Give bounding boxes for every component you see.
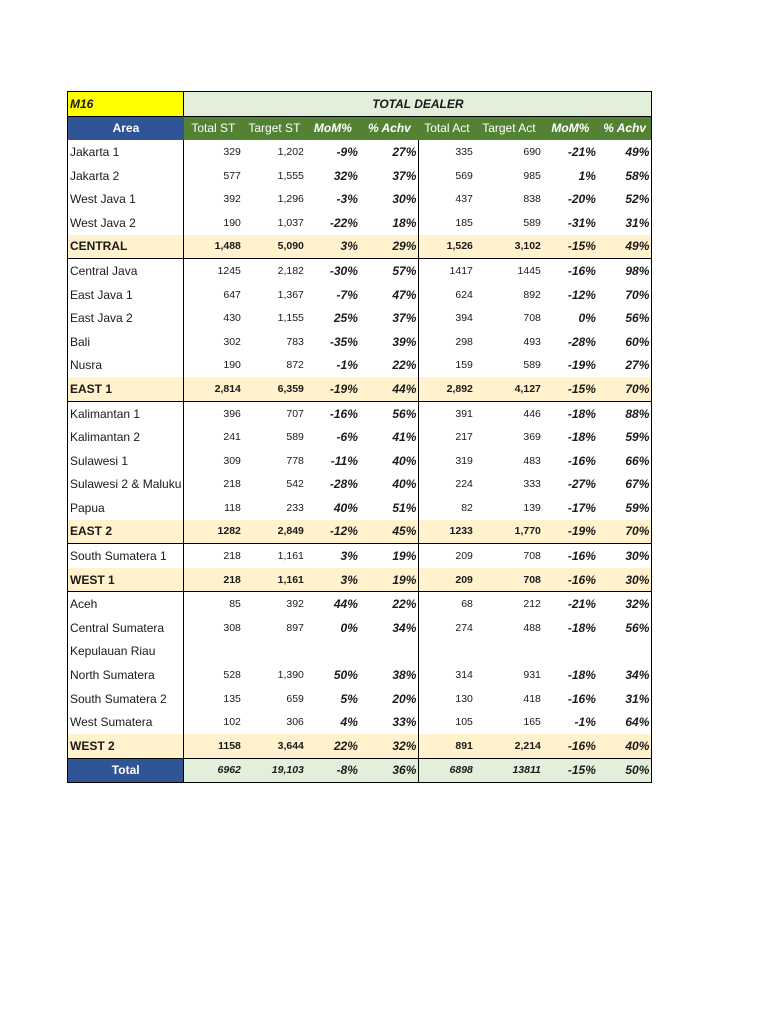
cell-target-st[interactable]: 233 [286,501,304,514]
cell-mom-st[interactable]: 3% [340,549,358,564]
cell-total-st[interactable]: 118 [224,501,241,514]
cell-target-st[interactable]: 306 [286,716,304,729]
cell-achv-st[interactable]: 37% [360,164,419,188]
cell-achv-act[interactable]: 32% [598,592,652,616]
cell-achv-st[interactable]: 22% [360,354,419,378]
cell-target-st[interactable]: 1,296 [277,193,304,206]
cell-achv-st[interactable]: 51% [360,496,419,520]
cell-target-st[interactable]: 542 [286,478,304,491]
cell-target-act[interactable]: 165 [523,716,541,729]
cell-total-st[interactable]: 218 [223,550,241,563]
cell-mom-act[interactable]: -15% [543,235,598,259]
cell-achv-act[interactable] [598,640,652,664]
cell-total-act[interactable]: 130 [455,692,473,705]
cell-total-act[interactable]: 1233 [419,520,475,544]
cell-area[interactable]: EAST 1 [68,377,184,401]
cell-mom-act[interactable]: -15% [543,377,598,401]
cell-total-st[interactable]: 135 [223,692,241,705]
cell-achv-st[interactable]: 22% [360,592,419,616]
cell-area[interactable]: Jakarta 1 [68,140,184,164]
cell-target-st[interactable]: 778 [286,454,304,467]
cell-achv-act[interactable]: 59% [598,496,652,520]
cell-mom-st[interactable]: -16% [329,406,358,421]
cell-achv-st[interactable]: 27% [360,140,419,164]
cell-mom-act[interactable]: -16% [567,263,596,278]
cell-target-st[interactable]: 1,161 [243,568,306,592]
cell-total-act[interactable]: 314 [455,669,473,682]
cell-achv-act[interactable]: 67% [598,473,652,497]
cell-total-st[interactable]: 396 [223,407,241,420]
cell-target-act[interactable]: 4,127 [475,377,543,401]
cell-mom-act[interactable]: -18% [567,620,596,635]
table-row [68,164,652,188]
cell-mom-st[interactable]: 44% [333,597,358,612]
cell-achv-st[interactable]: 20% [360,687,419,711]
cell-total-act[interactable]: 394 [455,312,473,325]
cell-total-act[interactable]: 82 [461,501,473,514]
table-row [68,330,652,354]
table-row [68,425,652,449]
cell-total-st[interactable]: 430 [223,312,241,325]
cell-area[interactable]: East Java 1 [68,283,184,307]
cell-area[interactable]: Papua [68,496,184,520]
cell-target-act[interactable]: 892 [523,288,541,301]
cell-area[interactable]: Bali [68,330,184,354]
cell-target-st[interactable]: 897 [286,621,304,634]
cell-mom-act[interactable]: 1% [578,168,596,183]
cell-mom-act[interactable]: -28% [567,334,596,349]
cell-target-act[interactable]: 212 [523,598,541,611]
cell-achv-act[interactable]: 34% [598,663,652,687]
cell-target-st[interactable]: 1,390 [277,669,304,682]
cell-area[interactable]: WEST 2 [68,734,184,758]
cell-area[interactable]: Sulawesi 2 & Maluku [68,473,184,497]
cell-mom-st[interactable] [306,640,360,664]
table-row [68,140,652,164]
cell-total-act[interactable]: 891 [419,734,475,758]
cell-area[interactable]: Jakarta 2 [68,164,184,188]
cell-achv-st[interactable]: 30% [360,187,419,211]
cell-target-st[interactable]: 1,161 [277,550,304,563]
cell-area[interactable]: WEST 1 [68,568,184,592]
cell-total-st[interactable]: 190 [223,216,241,229]
col-header-target-act[interactable]: Target Act [475,116,543,140]
grand-total-row [68,758,652,783]
cell-achv-act[interactable]: 50% [598,758,652,783]
cell-total-st[interactable]: 528 [223,669,241,682]
cell-total-act[interactable]: 437 [455,193,473,206]
cell-achv-act[interactable]: 40% [598,734,652,758]
cell-mom-st[interactable]: -9% [336,144,358,159]
cell-target-st[interactable]: 659 [286,692,304,705]
cell-total-st[interactable]: 309 [223,454,241,467]
cell-mom-st[interactable]: -11% [330,453,358,468]
col-header-target-st[interactable]: Target ST [243,116,306,140]
table-row [68,306,652,330]
cell-target-st[interactable]: 589 [286,431,304,444]
cell-mom-act[interactable]: -16% [543,568,598,592]
cell-mom-act[interactable]: -16% [543,734,598,758]
cell-target-act[interactable]: 931 [523,669,541,682]
cell-achv-st[interactable]: 38% [360,663,419,687]
cell-achv-st[interactable]: 57% [360,259,419,283]
subtotal-row [68,520,652,544]
cell-target-act[interactable]: 838 [523,193,541,206]
subtotal-row [68,235,652,259]
cell-total-act[interactable]: 298 [455,335,473,348]
dealer-report-table [67,91,652,783]
cell-achv-st[interactable]: 39% [360,330,419,354]
cell-achv-act[interactable]: 66% [598,449,652,473]
cell-achv-act[interactable]: 56% [598,616,652,640]
cell-target-act[interactable]: 493 [523,335,541,348]
table-row [68,449,652,473]
cell-total-act[interactable]: 624 [455,288,473,301]
cell-target-st[interactable]: 707 [286,407,304,420]
cell-target-st[interactable]: 19,103 [243,758,306,783]
cell-target-act[interactable]: 418 [523,692,541,705]
cell-total-act[interactable]: 159 [455,359,473,372]
cell-achv-act[interactable]: 59% [598,425,652,449]
cell-achv-act[interactable]: 58% [598,164,652,188]
cell-achv-st[interactable]: 45% [360,520,419,544]
cell-total-st[interactable]: 85 [229,598,241,611]
cell-target-act[interactable]: 13811 [475,758,543,783]
cell-achv-act[interactable]: 49% [598,235,652,259]
col-header-total-act[interactable]: Total Act [419,116,475,140]
cell-area[interactable]: CENTRAL [68,235,184,259]
cell-target-act[interactable]: 139 [523,501,541,514]
cell-achv-act[interactable]: 30% [598,568,652,592]
cell-achv-act[interactable]: 49% [598,140,652,164]
cell-achv-st[interactable]: 44% [360,377,419,401]
cell-area[interactable]: EAST 2 [68,520,184,544]
cell-area[interactable]: Sulawesi 1 [68,449,184,473]
cell-area[interactable]: Central Sumatera [68,616,184,640]
cell-mom-act[interactable]: -19% [543,520,598,544]
cell-mom-st[interactable]: 40% [333,500,358,515]
cell-mom-st[interactable]: 5% [340,691,358,706]
cell-area[interactable]: South Sumatera 1 [68,544,184,568]
cell-target-st[interactable]: 1,202 [277,145,304,158]
cell-target-act[interactable]: 1445 [517,264,541,277]
cell-total-st[interactable]: 302 [223,335,241,348]
cell-mom-st[interactable]: 3% [306,568,360,592]
cell-achv-act[interactable]: 27% [598,354,652,378]
cell-mom-st[interactable]: 4% [340,715,358,730]
cell-mom-act[interactable]: -12% [567,287,596,302]
cell-mom-act[interactable]: -18% [567,406,596,421]
cell-mom-st[interactable]: 3% [306,235,360,259]
cell-mom-act[interactable]: -18% [567,668,596,683]
table-row [68,496,652,520]
table-row [68,354,652,378]
cell-mom-st[interactable]: 50% [333,668,358,683]
cell-target-act[interactable]: 446 [523,407,541,420]
header-row [68,116,652,140]
cell-total-act[interactable]: 1417 [449,264,473,277]
sheet-label[interactable]: M16 [68,92,184,117]
table-row [68,616,652,640]
table-row [68,283,652,307]
cell-target-act[interactable]: 690 [523,145,541,158]
cell-target-st[interactable]: 1,367 [277,288,304,301]
cell-total-act[interactable]: 105 [455,716,473,729]
cell-target-st[interactable]: 2,182 [277,264,304,277]
cell-target-act[interactable]: 589 [523,359,541,372]
cell-area[interactable]: East Java 2 [68,306,184,330]
cell-total-act[interactable]: 224 [455,478,473,491]
cell-target-act[interactable]: 333 [523,478,541,491]
cell-mom-st[interactable]: 32% [333,168,358,183]
cell-achv-st[interactable]: 32% [360,734,419,758]
cell-achv-act[interactable]: 31% [598,211,652,235]
cell-mom-st[interactable]: 25% [333,311,358,326]
cell-total-act[interactable]: 209 [419,568,475,592]
cell-total-st[interactable]: 1282 [184,520,243,544]
cell-total-st[interactable]: 2,814 [184,377,243,401]
cell-total-st[interactable]: 308 [223,621,241,634]
cell-total-st[interactable]: 218 [184,568,243,592]
cell-total-act[interactable]: 1,526 [419,235,475,259]
cell-total-act[interactable]: 2,892 [419,377,475,401]
subtotal-row [68,568,652,592]
cell-target-act[interactable]: 708 [475,568,543,592]
cell-total-st[interactable]: 218 [223,478,241,491]
table-row [68,187,652,211]
cell-mom-act[interactable]: -31% [567,215,596,230]
cell-mom-act[interactable]: -15% [543,758,598,783]
col-header-achv-st[interactable]: % Achv [360,116,419,140]
cell-achv-st[interactable]: 47% [360,283,419,307]
cell-target-act[interactable]: 708 [523,312,541,325]
table-row [68,544,652,568]
cell-total-act[interactable]: 319 [455,454,473,467]
cell-mom-act[interactable]: -16% [567,453,596,468]
cell-total-act[interactable]: 391 [455,407,473,420]
cell-achv-act[interactable]: 52% [598,187,652,211]
cell-mom-st[interactable]: -28% [329,477,358,492]
cell-target-st[interactable]: 783 [286,335,304,348]
cell-target-st[interactable]: 5,090 [243,235,306,259]
cell-achv-st[interactable]: 40% [360,449,419,473]
cell-total-st[interactable]: 392 [223,193,241,206]
cell-mom-act[interactable]: -19% [567,358,596,373]
col-header-total-st[interactable]: Total ST [184,116,243,140]
cell-achv-st[interactable] [360,640,419,664]
cell-mom-st[interactable]: -22% [329,215,358,230]
cell-achv-act[interactable]: 70% [598,377,652,401]
cell-achv-act[interactable]: 98% [598,259,652,283]
cell-achv-act[interactable]: 31% [598,687,652,711]
table-row [68,663,652,687]
subtotal-row [68,377,652,401]
section-title[interactable]: TOTAL DEALER [184,92,652,117]
cell-total-st[interactable]: 329 [223,145,241,158]
cell-total-st[interactable]: 241 [223,431,241,444]
cell-total-st[interactable]: 1,488 [184,235,243,259]
table-row [68,473,652,497]
cell-target-st[interactable]: 1,155 [277,312,304,325]
cell-mom-st[interactable]: -30% [329,263,358,278]
cell-achv-st[interactable]: 18% [360,211,419,235]
cell-achv-act[interactable]: 64% [598,710,652,734]
col-header-achv-act[interactable]: % Achv [598,116,652,140]
cell-target-act[interactable]: 369 [523,431,541,444]
cell-achv-act[interactable]: 88% [598,401,652,425]
cell-target-st[interactable]: 2,849 [243,520,306,544]
title-row [68,92,652,117]
cell-area[interactable]: North Sumatera [68,663,184,687]
cell-achv-act[interactable]: 30% [598,544,652,568]
table-row [68,592,652,616]
cell-mom-act[interactable]: -21% [567,144,596,159]
cell-achv-act[interactable]: 56% [598,306,652,330]
cell-mom-st[interactable]: -1% [336,358,358,373]
cell-target-act[interactable]: 985 [523,169,541,182]
cell-area[interactable]: Aceh [68,592,184,616]
table-row [68,259,652,283]
cell-mom-st[interactable]: -7% [336,287,358,302]
table-row [68,687,652,711]
cell-achv-st[interactable]: 56% [360,401,419,425]
col-header-area[interactable]: Area [68,116,184,140]
cell-mom-act[interactable] [543,640,598,664]
cell-achv-act[interactable]: 70% [598,520,652,544]
cell-target-st[interactable]: 392 [286,598,304,611]
cell-target-act[interactable]: 488 [523,621,541,634]
cell-area[interactable]: South Sumatera 2 [68,687,184,711]
cell-achv-st[interactable]: 40% [360,473,419,497]
cell-target-st[interactable]: 3,644 [243,734,306,758]
cell-total-act[interactable] [419,640,475,664]
cell-total-st[interactable]: 1245 [217,264,241,277]
col-header-mom-act[interactable]: MoM% [543,116,598,140]
cell-achv-st[interactable]: 19% [360,544,419,568]
cell-mom-act[interactable]: -16% [567,549,596,564]
cell-mom-act[interactable]: -21% [567,597,596,612]
cell-target-st[interactable]: 872 [286,359,304,372]
cell-achv-act[interactable]: 70% [598,283,652,307]
cell-achv-st[interactable]: 34% [360,616,419,640]
cell-area[interactable]: Total [68,758,184,783]
cell-area[interactable]: Central Java [68,259,184,283]
cell-target-act[interactable]: 1,770 [475,520,543,544]
cell-total-st[interactable]: 190 [223,359,241,372]
table-row [68,640,652,664]
cell-area[interactable]: West Java 1 [68,187,184,211]
cell-total-act[interactable]: 6898 [419,758,475,783]
cell-target-st[interactable] [243,640,306,664]
cell-total-st[interactable]: 647 [223,288,241,301]
cell-area[interactable]: West Sumatera [68,710,184,734]
cell-mom-st[interactable]: 22% [306,734,360,758]
cell-area[interactable]: Nusra [68,354,184,378]
cell-mom-act[interactable]: -18% [567,430,596,445]
cell-achv-st[interactable]: 36% [360,758,419,783]
cell-total-act[interactable]: 68 [461,598,473,611]
cell-total-st[interactable]: 102 [223,716,241,729]
cell-target-act[interactable]: 2,214 [475,734,543,758]
cell-total-st[interactable]: 6962 [184,758,243,783]
cell-total-st[interactable] [184,640,243,664]
cell-achv-st[interactable]: 29% [360,235,419,259]
cell-target-act[interactable]: 483 [523,454,541,467]
cell-target-st[interactable]: 1,555 [277,169,304,182]
cell-target-st[interactable]: 1,037 [277,216,304,229]
cell-mom-st[interactable]: -3% [336,192,358,207]
cell-target-act[interactable]: 708 [523,550,541,563]
cell-achv-st[interactable]: 33% [360,710,419,734]
col-header-mom-st[interactable]: MoM% [306,116,360,140]
cell-mom-act[interactable]: -27% [567,477,596,492]
cell-total-act[interactable]: 569 [455,169,473,182]
cell-total-act[interactable]: 185 [455,216,473,229]
table-row [68,401,652,425]
cell-target-act[interactable]: 3,102 [475,235,543,259]
cell-total-st[interactable]: 577 [223,169,241,182]
cell-total-act[interactable]: 217 [455,431,473,444]
cell-achv-st[interactable]: 41% [360,425,419,449]
cell-mom-st[interactable]: -12% [306,520,360,544]
cell-mom-st[interactable]: 0% [340,620,358,635]
cell-mom-st[interactable]: -19% [306,377,360,401]
cell-area[interactable]: West Java 2 [68,211,184,235]
cell-total-act[interactable]: 209 [455,550,473,563]
cell-total-act[interactable]: 274 [455,621,473,634]
cell-area[interactable]: Kalimantan 1 [68,401,184,425]
cell-mom-act[interactable]: -17% [567,500,596,515]
cell-target-st[interactable]: 6,359 [243,377,306,401]
cell-area[interactable]: Kalimantan 2 [68,425,184,449]
cell-achv-st[interactable]: 37% [360,306,419,330]
table-row [68,710,652,734]
table-row [68,211,652,235]
cell-total-act[interactable]: 335 [455,145,473,158]
cell-mom-st[interactable]: -8% [306,758,360,783]
cell-area[interactable]: Kepulauan Riau [68,640,184,664]
cell-mom-st[interactable]: -6% [336,430,358,445]
cell-mom-st[interactable]: -35% [329,334,358,349]
cell-total-st[interactable]: 1158 [184,734,243,758]
cell-mom-act[interactable]: -20% [567,192,596,207]
subtotal-row [68,734,652,758]
cell-target-act[interactable]: 589 [523,216,541,229]
cell-achv-act[interactable]: 60% [598,330,652,354]
cell-achv-st[interactable]: 19% [360,568,419,592]
cell-mom-act[interactable]: -16% [567,691,596,706]
cell-target-act[interactable] [475,640,543,664]
cell-mom-act[interactable]: -1% [574,715,596,730]
cell-mom-act[interactable]: 0% [578,311,596,326]
